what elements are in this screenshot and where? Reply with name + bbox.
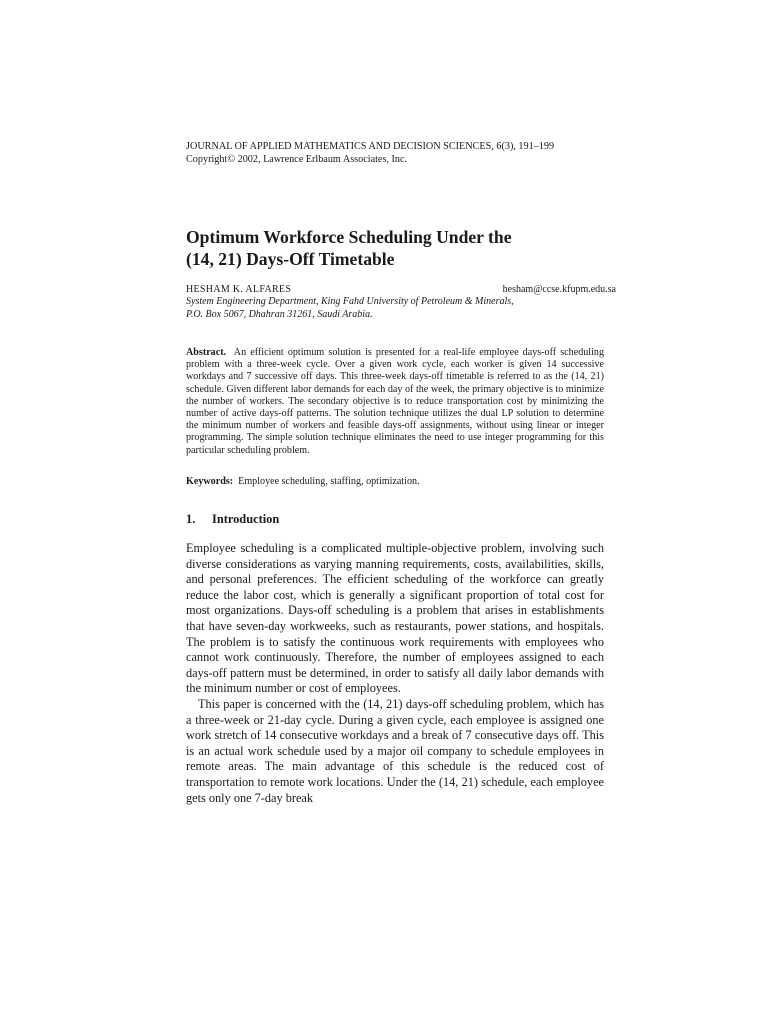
keywords-label: Keywords: (186, 476, 234, 487)
abstract-text: An efficient optimum solution is presented for a real-life employee days-off scheduling problem with a three-week cycle. Over a given work cycle, each worker is given 14 successive workdays and 7 successive off days. This three-week days-off timetable is referred to as the (14, 21) schedule. Given different labor demands for each day of the week, the primary objective is to minimize the number of workers. The secondary objective is to reduce transportation cost by minimizing the number of active days-off patterns. The solution technique utilizes the dual LP solution to determine the minimum number of workers and feasible days-off assignments, without using linear or integer programming. The simple solution technique eliminates the need to use integer programming for this particular scheduling problem. (186, 347, 604, 456)
section-heading (186, 512, 279, 527)
copyright-notice: Copyright© 2002, Lawrence Erlbaum Associates, Inc. (186, 153, 408, 165)
author-name: HESHAM K. ALFARES (186, 284, 292, 295)
author-affiliation (186, 296, 616, 321)
body-paragraph-2: This paper is concerned with the (14, 21) days-off scheduling problem, which has a three-week or 21-day cycle. During a given cycle, each employee is assigned one work stretch of 14 consecutive workdays and a break of 7 consecutive days off. This is an actual work schedule used by a major oil company to schedule employees in remote areas. The main advantage of this schedule is the reduced cost of transportation to remote work locations. Under the (14, 21) schedule, each employee gets only one 7-day break (186, 696, 604, 805)
affiliation-line-2: P.O. Box 5067, Dhahran 31261, Saudi Arabia. (186, 308, 373, 320)
keywords-text: Employee scheduling, staffing, optimization. (238, 476, 420, 487)
section-number: 1. (186, 512, 196, 526)
title-line-1: Optimum Workforce Scheduling Under the (186, 227, 512, 247)
journal-header (186, 141, 616, 166)
body-paragraph-1: Employee scheduling is a complicated multiple-objective problem, involving such diverse considerations as varying manning requirements, costs, availabilities, skills, and personal preferences. The efficient scheduling of the workforce can greatly reduce the labor cost, which is generally a significant proportion of total cost for most organizations. Days-off scheduling is a problem that arises in establishments that have seven-day workweeks, such as restaurants, power stations, and hospitals. The problem is to satisfy the continuous work requirements with employees who cannot work continuously. Therefore, the number of employees assigned to each days-off pattern must be determined, in order to satisfy all daily labor demands with the minimum number or cost of employees. (186, 541, 604, 696)
paper-title (186, 226, 606, 270)
abstract (186, 347, 604, 457)
affiliation-line-1: System Engineering Department, King Fahd University of Petroleum & Minerals, (186, 296, 514, 307)
section-title: Introduction (212, 512, 280, 526)
section-body (186, 541, 604, 806)
keywords (186, 476, 616, 489)
journal-citation: JOURNAL OF APPLIED MATHEMATICS AND DECISION SCIENCES, 6(3), 191–199 (186, 141, 555, 152)
author-email: hesham@ccse.kfupm.edu.sa (502, 284, 616, 295)
abstract-label: Abstract. (186, 347, 227, 358)
title-line-2: (14, 21) Days-Off Timetable (186, 249, 395, 269)
